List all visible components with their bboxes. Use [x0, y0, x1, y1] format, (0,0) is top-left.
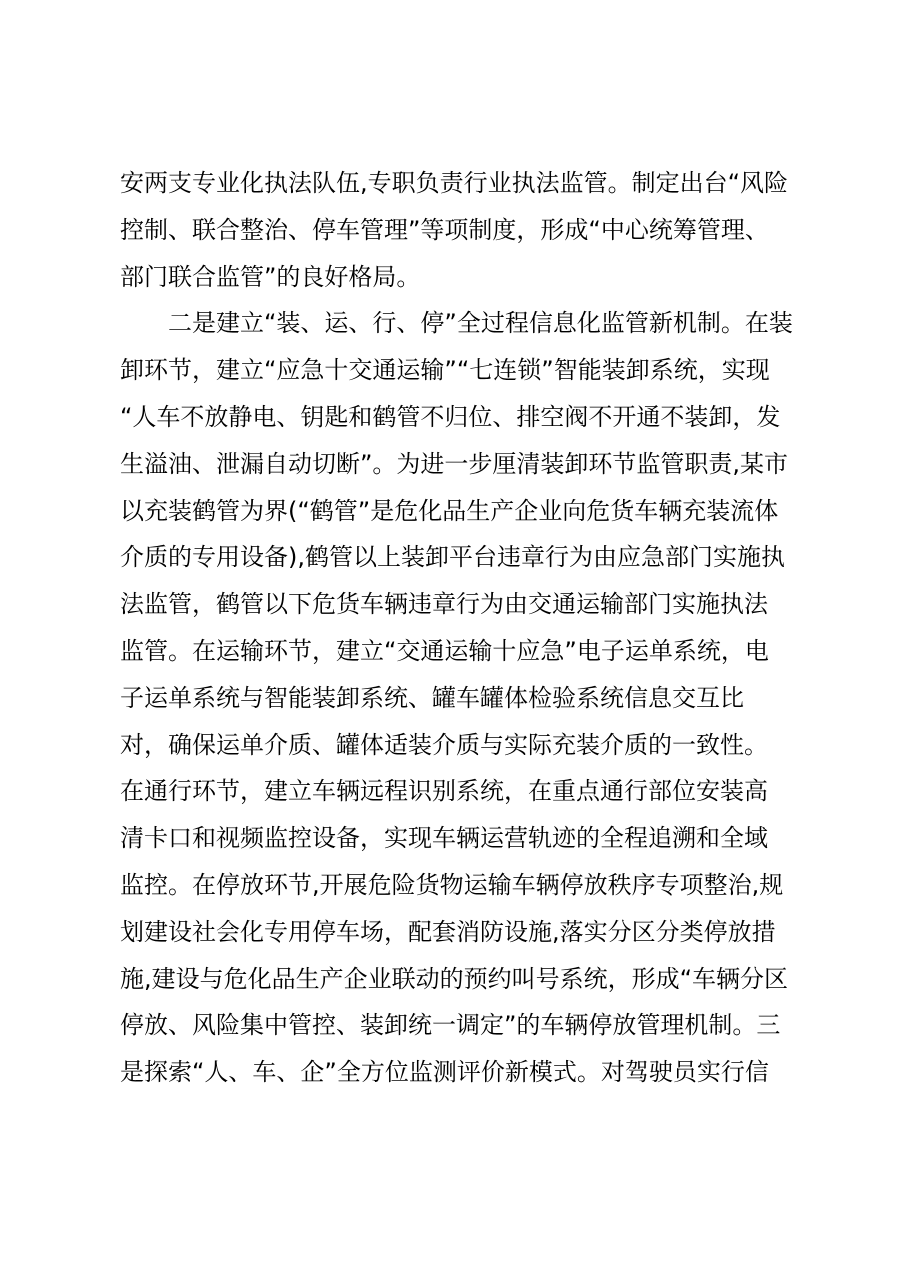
text-line: 部门联合监管”的良好格局。 — [120, 262, 421, 291]
text-line: 法监管，鹤管以下危货车辆违章行为由交通运输部门实施执法 — [120, 590, 768, 619]
text-line: 介质的专用设备),鹤管以上装卸平台违章行为由应急部门实施执 — [120, 543, 785, 572]
text-line: 停放、风险集中管控、装卸统一调定”的车辆停放管理机制。三 — [120, 1011, 781, 1040]
text-line: 在通行环节，建立车辆远程识别系统，在重点通行部位安装高 — [120, 777, 768, 806]
text-line: 二是建立“装、运、行、停”全过程信息化监管新机制。在装 — [120, 309, 793, 338]
text-line: 安两支专业化执法队伍,专职负责行业执法监管。制定出台“风险 — [120, 169, 789, 197]
text-line: 施,建设与危化品生产企业联动的预约叫号系统，形成“车辆分区 — [120, 964, 789, 993]
text-line: 以充装鹤管为界(“鹤管”是危化品生产企业向危货车辆充装流体 — [120, 496, 779, 525]
text-line: 子运单系统与智能装卸系统、罐车罐体检验系统信息交互比 — [120, 683, 744, 712]
text-line: 卸环节，建立“应急十交通运输”“七连锁”智能装卸系统，实现 — [120, 356, 770, 385]
text-line: 划建设社会化专用停车场，配套消防设施,落实分区分类停放措 — [120, 917, 776, 946]
text-line: 对，确保运单介质、罐体适装介质与实际充装介质的一致性。 — [120, 730, 768, 759]
text-line: 生溢油、泄漏自动切断”。为进一步厘清装卸环节监管职责,某市 — [120, 449, 789, 478]
text-line: 监管。在运输环节，建立“交通运输十应急”电子运单系统，电 — [120, 636, 769, 665]
text-line: 控制、联合整治、停车管理”等项制度，形成“中心统筹管理、 — [120, 215, 769, 244]
text-line: 监控。在停放环节,开展危险货物运输车辆停放秩序专项整治,规 — [120, 870, 784, 899]
body-text — [120, 160, 800, 1096]
text-line: 清卡口和视频监控设备，实现车辆运营轨迹的全程追溯和全域 — [120, 824, 768, 853]
text-line: “人车不放静电、钥匙和鹤管不归位、排空阀不开通不装卸，发 — [120, 402, 781, 431]
text-line: 是探索“人、车、企”全方位监测评价新模式。对驾驶员实行信 — [120, 1058, 769, 1087]
